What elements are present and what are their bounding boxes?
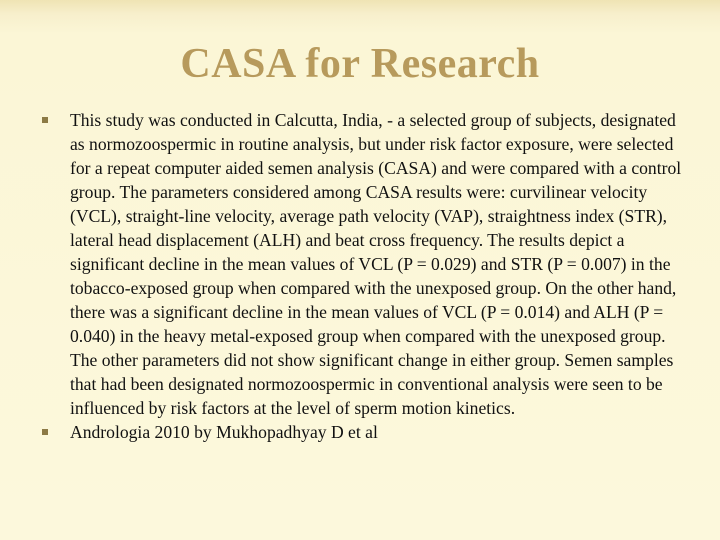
abstract-text: This study was conducted in Calcutta, India, - a selected group of subjects, designated as normozoospermic in routine analysis, but under risk factor exposure, were selected for a repeat computer aided semen analysis (CASA) and were compared with a control group. The parameters considered among CASA results were: curvilinear velocity (VCL), straight-line velocity, average path velocity (VAP), straightness index (STR), lateral head displacement (ALH) and beat cross frequency. The results depict a significant decline in the mean values of VCL (P = 0.029) and STR (P = 0.007) in the tobacco-exposed group when compared with the unexposed group. On the other hand, there was a significant decline in the mean values of VCL (P = 0.014) and ALH (P = 0.040) in the heavy metal-exposed group when compared with the unexposed group. The other parameters did not show significant change in either group. Semen samples that had been designated normozoospermic in conventional analysis were seen to be influenced by risk factors at the level of sperm motion kinetics. [70, 110, 682, 418]
bullet-item-citation [40, 420, 682, 444]
bullet-list [40, 108, 682, 444]
square-bullet-icon [42, 429, 48, 435]
citation-text: Andrologia 2010 by Mukhopadhyay D et al [70, 422, 378, 442]
bullet-item-abstract [40, 108, 682, 420]
square-bullet-icon [42, 117, 48, 123]
slide-title: CASA for Research [180, 41, 540, 87]
